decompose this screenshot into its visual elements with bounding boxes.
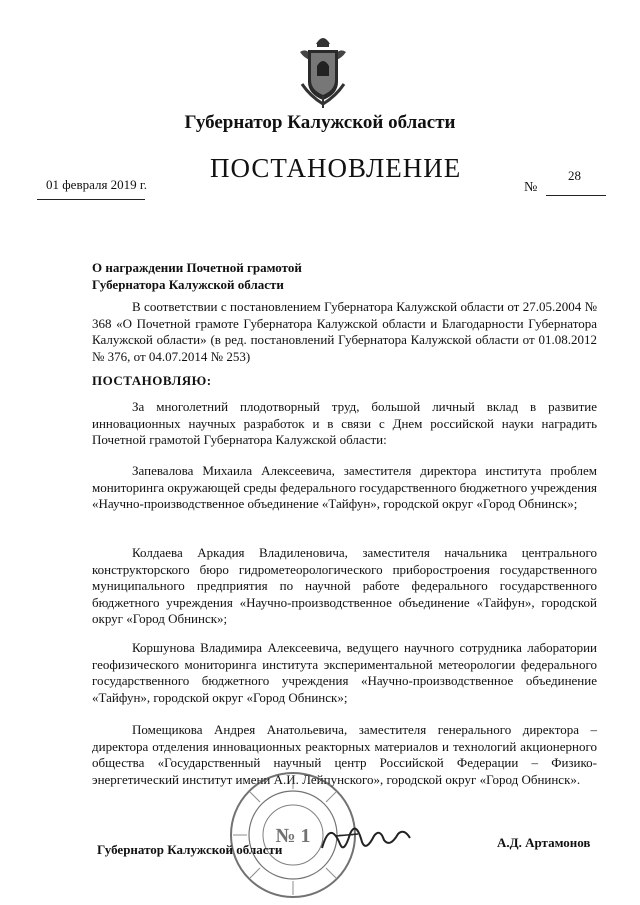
subject-line: Губернатора Калужской области <box>92 277 284 292</box>
number-label: № <box>524 180 538 195</box>
document-subject <box>92 259 412 293</box>
subject-line: О награждении Почетной грамотой <box>92 260 302 275</box>
recipient-text: Помещикова Андрея Анатольевича, заместителя генерального директора – директора отделения инновационных реакторных материалов и технологий акционерного общества «Государственный научный центр Российской Федерации – Физико-энергетический институт имени А.И. Лейпунского», городской округ «Город Обнинск». <box>92 722 597 787</box>
signatory-name: А.Д. Артамонов <box>497 835 591 850</box>
preamble-paragraph <box>92 299 597 365</box>
number-underline <box>546 195 606 196</box>
decree-heading: ПОСТАНОВЛЯЮ: <box>92 373 212 388</box>
award-paragraph <box>92 399 597 449</box>
handwritten-signature <box>318 814 413 859</box>
date-underline <box>37 199 145 200</box>
signatory-title: Губернатор Калужской области <box>97 842 283 857</box>
seal-number: № 1 <box>275 825 311 847</box>
authority-title: Губернатор Калужской области <box>184 112 456 133</box>
recipient-paragraph <box>92 640 597 706</box>
award-text: За многолетний плодотворный труд, большой личный вклад в развитие инновационных научных разработок и в связи с Днем российской науки наградить Почетной грамотой Губернатора Калужской области: <box>92 399 597 447</box>
preamble-text: В соответствии с постановлением Губернатора Калужской области от 27.05.2004 № 368 «О Почетной грамоте Губернатора Калужской области и Благодарности Губернатора Калужской области» (в ред. постановлений Губернатора Калужской области от 01.08.2012 № 376, от 04.07.2014 № 253) <box>92 299 597 364</box>
document-date: 01 февраля 2019 г. <box>46 177 148 192</box>
recipient-text: Колдаева Аркадия Владиленовича, заместителя начальника центрального конструкторского бюро гидрометеорологического приборостроения государственного муниципального предприятия по научной работе федерального государственного бюджетного учреждения «Научно-производственное объединение «Тайфун», городской округ «Город Обнинск»; <box>92 545 597 626</box>
document-type: ПОСТАНОВЛЕНИЕ <box>210 153 462 183</box>
recipient-text: Коршунова Владимира Алексеевича, ведущего научного сотрудника лаборатории геофизического мониторинга института экспериментальной метеорологии федерального государственного бюджетного учреждения «Научно-производственное объединение «Тайфун», городской округ «Город Обнинск»; <box>92 640 597 705</box>
coat-of-arms-emblem <box>296 30 350 108</box>
recipient-paragraph <box>92 545 597 628</box>
recipient-paragraph <box>92 463 597 513</box>
document-number: 28 <box>568 168 581 183</box>
recipient-text: Запевалова Михаила Алексеевича, заместителя директора института проблем мониторинга окружающей среды федерального государственного бюджетного учреждения «Научно-производственное объединение «Тайфун», городской округ «Город Обнинск»; <box>92 463 598 511</box>
